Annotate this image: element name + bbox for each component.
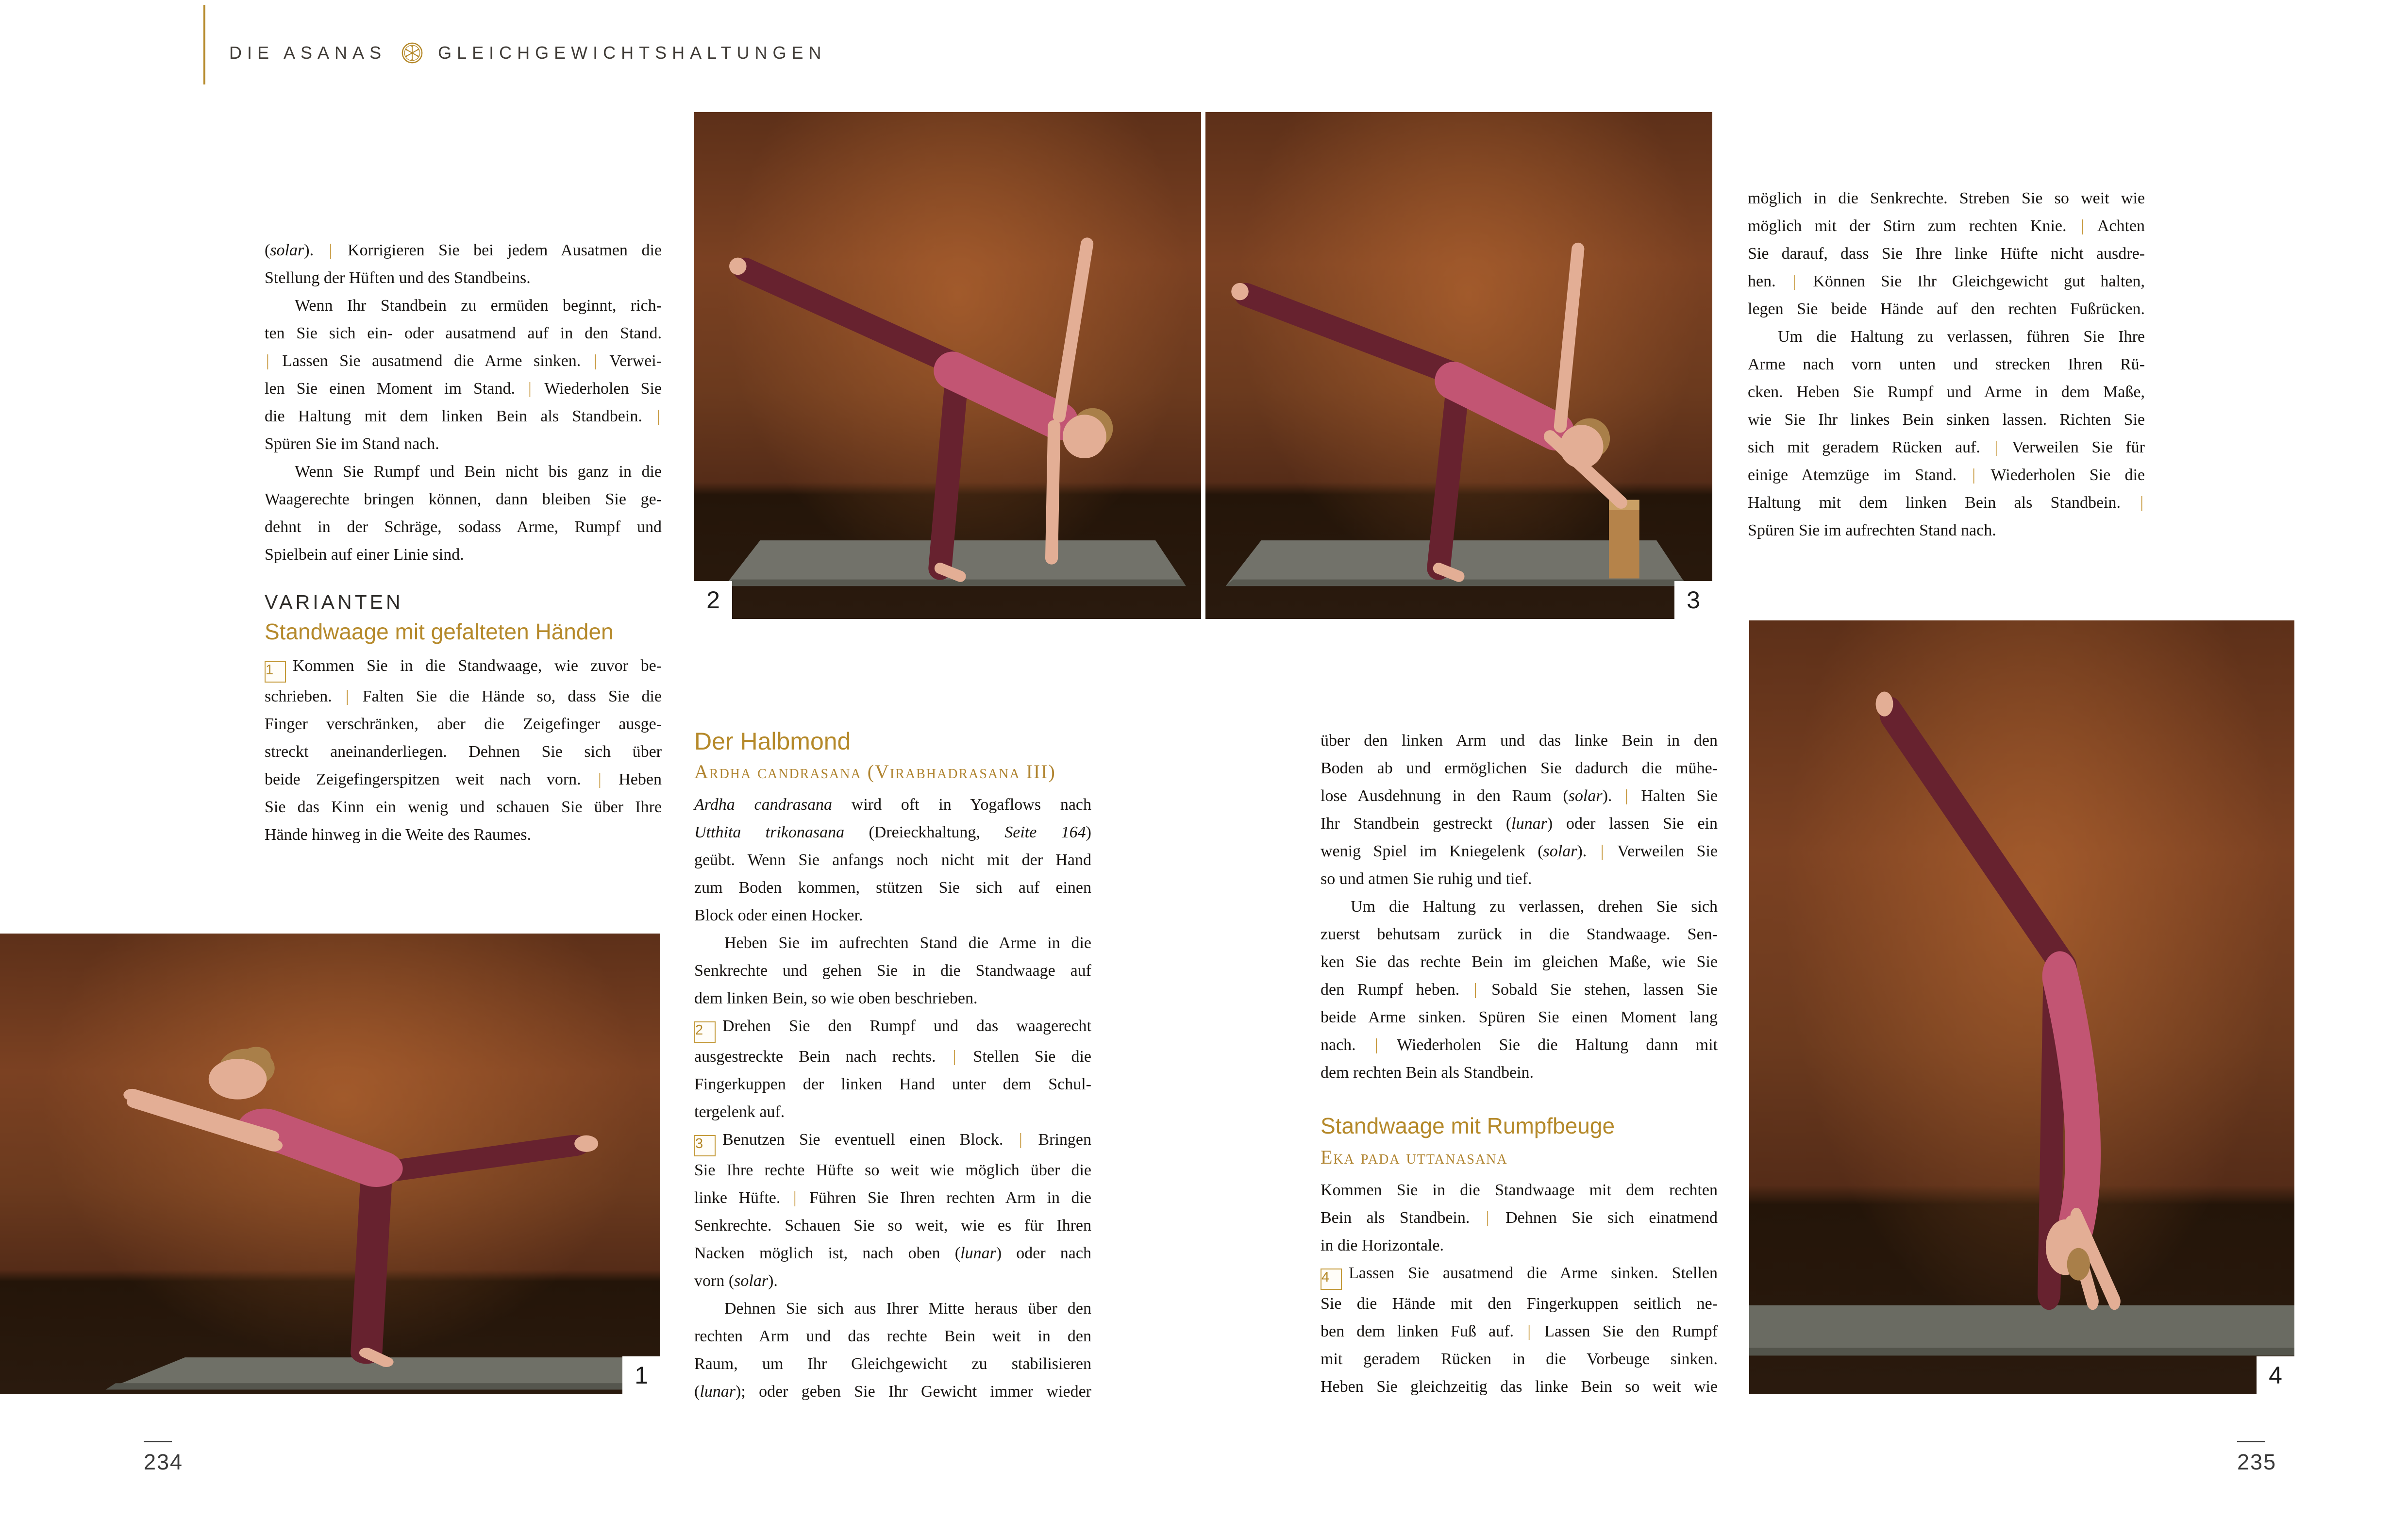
text-line: Spüren Sie im Stand nach. [265,435,439,453]
paragraph [265,458,662,568]
sentence-divider: | [793,1189,797,1207]
text-line: in die Horizontale. [1321,1236,1444,1255]
text-line: Boden ab und ermöglichen Sie dadurch die mühe- [1321,759,1718,777]
sentence-divider: | [598,770,602,789]
photo-halbmond-hand-am-boden [694,112,1201,619]
folio-left [144,1441,183,1473]
yoga-figure-half-moon-block [1205,112,1712,619]
pose-heading-gold: Der Halbmond [694,728,851,755]
text-line: Finger verschränken, aber die Zeigefinger ausge- [265,715,662,734]
step-number-badge: 2 [694,1021,716,1043]
column-center-right [1321,727,1718,1401]
paragraph [694,1126,1091,1295]
text-line: Ardha candrasana wird oft in Yogaflows nach [694,796,1091,814]
paragraph [694,791,1091,929]
text-line: ausgestreckte Bein nach rechts. | Stellen Sie die [694,1048,1091,1066]
paragraph [1321,1176,1718,1259]
photo-standwaage-gefaltete-haende [0,934,660,1394]
text-line: Heben Sie im aufrechten Stand die Arme in die [724,934,1091,952]
sentence-divider: | [2140,494,2143,512]
text-line: Sie darauf, dass Sie Ihre linke Hüfte nicht ausdre- [1748,245,2145,263]
text-line: rechten Arm und das rechte Bein weit in den [694,1327,1091,1345]
text-line: den Rumpf heben. | Sobald Sie stehen, lassen Sie [1321,981,1718,999]
sentence-divider: | [1527,1322,1531,1341]
text-line: beide Zeigefingerspitzen weit nach vorn. | Heben [265,770,662,789]
text-line: Utthita trikonasana (Dreieckhaltung, Seite 164) [694,823,1091,841]
text-line: len Sie einen Moment im Stand. | Wiederholen Sie [265,380,662,398]
text-line: wie Sie Ihr linkes Bein sinken lassen. Richten Sie [1748,411,2145,429]
text-line: (lunar); oder geben Sie Ihr Gewicht immer wieder [694,1383,1091,1401]
text-line: zuerst behutsam zurück in die Standwaage. Sen- [1321,925,1718,943]
text-line: Arme nach vorn unten und strecken Ihren Rü- [1748,355,2145,373]
sentence-divider: | [593,352,597,370]
text-line: zum Boden kommen, stützen Sie sich auf einen [694,879,1091,897]
sanskrit-name: Eka pada uttanasana [1321,1146,1508,1168]
yoga-figure-forward-bend-leg-up [1749,620,2294,1394]
text-line: Haltung mit dem linken Bein als Standbein. | [1748,489,2145,517]
text-line: Bein als Standbein. | Dehnen Sie sich einatmend [1321,1209,1718,1227]
text-line: dehnt in der Schräge, sodass Arme, Rumpf und [265,518,662,536]
paragraph [694,1295,1091,1405]
text-line: (solar). | Korrigieren Sie bei jedem Ausatmen die [265,241,662,259]
text-line: dem linken Bein, so wie oben beschrieben. [694,989,978,1007]
sentence-divider: | [1473,981,1477,999]
text-line: Spüren Sie im aufrechten Stand nach. [1748,521,1996,539]
text-line: über den linken Arm und das linke Bein in den [1321,732,1718,750]
text-line: tergelenk auf. [694,1103,785,1121]
paragraph [265,236,662,292]
column-right-page [1748,184,2145,544]
paragraph [1321,727,1718,893]
text-line: | Lassen Sie ausatmend die Arme sinken. | Verwei- [265,347,662,375]
step-number-badge: 4 [1321,1269,1342,1290]
text-line: cken. Heben Sie Rumpf und Arme in dem Maße, [1748,383,2145,401]
text-line: Um die Haltung zu verlassen, drehen Sie sich [1351,898,1718,916]
text-line: ken Sie das rechte Bein im gleichen Maße, wie Sie [1321,953,1718,971]
sentence-divider: | [1019,1131,1022,1149]
paragraph [1321,893,1718,1086]
sentence-divider: | [528,380,532,398]
text-line: Wenn Ihr Standbein zu ermüden beginnt, rich- [295,297,662,315]
photo-badge: 3 [1674,581,1712,619]
subheading-gold: Standwaage mit gefalteten Händen [265,619,614,645]
text-line: Fingerkuppen der linken Hand unter dem Schul- [694,1075,1091,1093]
paragraph [1748,323,2145,544]
folio-right [2237,1441,2276,1473]
text-line: Dehnen Sie sich aus Ihrer Mitte heraus über den [724,1300,1091,1318]
text-line: geübt. Wenn Sie anfangs noch nicht mit der Hand [694,851,1091,869]
text-line: 2 Drehen Sie den Rumpf und das waagerecht [694,1012,1091,1043]
text-line: schrieben. | Falten Sie die Hände so, dass Sie die [265,687,662,706]
text-line: ten Sie sich ein- oder ausatmend auf in den Stand. [265,324,662,342]
text-line: Hände hinweg in die Weite des Raumes. [265,826,531,844]
sentence-divider: | [1972,466,1976,484]
sentence-divider: | [1792,272,1796,290]
text-line: Sie das Kinn ein wenig und schauen Sie über Ihre [265,798,662,817]
text-line: 4 Lassen Sie ausatmend die Arme sinken. Stellen [1321,1259,1718,1290]
subheading-gold: Standwaage mit Rumpfbeuge [1321,1113,1615,1138]
paragraph [265,652,662,849]
step-number-badge: 1 [265,661,286,683]
step-number-badge: 3 [694,1135,716,1156]
text-line: Um die Haltung zu verlassen, führen Sie Ihre [1778,328,2145,346]
page-number-right: 235 [2237,1450,2277,1474]
column-left [265,236,662,849]
sentence-divider: | [2080,217,2084,235]
text-line: ben dem linken Fuß auf. | Lassen Sie den Rumpf [1321,1322,1718,1341]
sanskrit-name: Ardha candrasana (Virabhadrasana III) [694,761,1056,783]
text-line: dem rechten Bein als Standbein. [1321,1064,1534,1082]
text-line: wenig Spiel im Kniegelenk (solar). | Verweilen Sie [1321,842,1718,860]
yoga-figure-half-moon [694,112,1201,619]
column-center [694,727,1091,1405]
gold-rule [203,5,205,84]
sentence-divider: | [1994,438,1998,456]
sentence-divider: | [1600,842,1604,860]
photo-standwaage-mit-rumpfbeuge [1749,620,2294,1394]
paragraph [265,292,662,458]
sentence-divider: | [345,687,349,706]
text-line: Wenn Sie Rumpf und Bein nicht bis ganz in die [295,463,662,481]
text-line: möglich mit der Stirn zum rechten Knie. | Achten [1748,217,2145,235]
paragraph [1748,184,2145,323]
running-head [229,42,826,64]
sentence-divider: | [953,1048,956,1066]
paragraph [694,1012,1091,1126]
sentence-divider: | [329,241,333,259]
text-line: Senkrechte. Schauen Sie so weit, wie es für Ihren [694,1217,1091,1235]
text-line: Ihr Standbein gestreckt (lunar) oder lassen Sie ein [1321,815,1718,833]
sentence-divider: | [1374,1036,1378,1054]
text-line: Block oder einen Hocker. [694,906,863,924]
photo-badge: 1 [622,1356,660,1394]
sentence-divider: | [1486,1209,1489,1227]
photo-badge: 4 [2257,1356,2294,1394]
sentence-divider: | [266,352,269,370]
photo-badge: 2 [694,581,732,619]
text-line: streckt aneinanderliegen. Dehnen Sie sich über [265,743,662,761]
text-line: lose Ausdehnung in den Raum (solar). | Halten Sie [1321,787,1718,805]
text-line: Senkrechte und gehen Sie in die Standwaage auf [694,962,1091,980]
text-line: mit geradem Rücken in die Vorbeuge sinken. [1321,1350,1718,1369]
text-line: möglich in die Senkrechte. Streben Sie so weit wie [1748,189,2145,207]
sentence-divider: | [657,407,660,425]
text-line: Spielbein auf einer Linie sind. [265,546,464,564]
text-line: Sie Ihre rechte Hüfte so weit wie möglich über die [694,1161,1091,1179]
text-line: hen. | Können Sie Ihr Gleichgewicht gut halten, [1748,272,2145,290]
text-line: Kommen Sie in die Standwaage mit dem rechten [1321,1181,1718,1200]
text-line: vorn (solar). [694,1272,778,1290]
paragraph [694,929,1091,1012]
sentence-divider: | [1624,787,1628,805]
chapter-title: GLEICHGEWICHTSHALTUNGEN [438,43,827,63]
text-line: Heben Sie gleichzeitig das linke Bein so weit wie [1321,1378,1718,1396]
text-line: sich mit geradem Rücken auf. | Verweilen Sie für [1748,438,2145,456]
section-title: DIE ASANAS [229,43,387,63]
text-line: 1 Kommen Sie in die Standwaage, wie zuvor be- [265,652,662,683]
text-line: einige Atemzüge im Stand. | Wiederholen Sie die [1748,466,2145,484]
text-line: die Haltung mit dem linken Bein als Standbein. | [265,402,662,430]
text-line: Sie die Hände mit den Fingerkuppen seitlich ne- [1321,1295,1718,1313]
text-line: linke Hüfte. | Führen Sie Ihren rechten Arm in die [694,1189,1091,1207]
text-line: so und atmen Sie ruhig und tief. [1321,870,1532,888]
text-line: Waagerechte bringen können, dann bleiben Sie ge- [265,490,662,508]
mandala-wheel-icon [401,42,423,64]
photo-halbmond-mit-block [1205,112,1712,619]
folio-rule [2237,1441,2265,1442]
text-line: legen Sie beide Hände auf den rechten Fußrücken. [1748,300,2145,318]
text-line: Stellung der Hüften und des Standbeins. [265,269,531,287]
folio-rule [144,1441,172,1442]
page-number-left: 234 [144,1450,184,1474]
text-line: nach. | Wiederholen Sie die Haltung dann mit [1321,1036,1718,1054]
text-line: beide Arme sinken. Spüren Sie einen Moment lang [1321,1008,1718,1026]
section-heading: VARIANTEN [265,591,403,613]
paragraph [1321,1259,1718,1401]
text-line: Nacken möglich ist, nach oben (lunar) oder nach [694,1244,1091,1262]
text-line: Raum, um Ihr Gleichgewicht zu stabilisieren [694,1355,1091,1373]
text-line: 3 Benutzen Sie eventuell einen Block. | Bringen [694,1126,1091,1156]
yoga-figure-warrior3 [0,934,660,1394]
